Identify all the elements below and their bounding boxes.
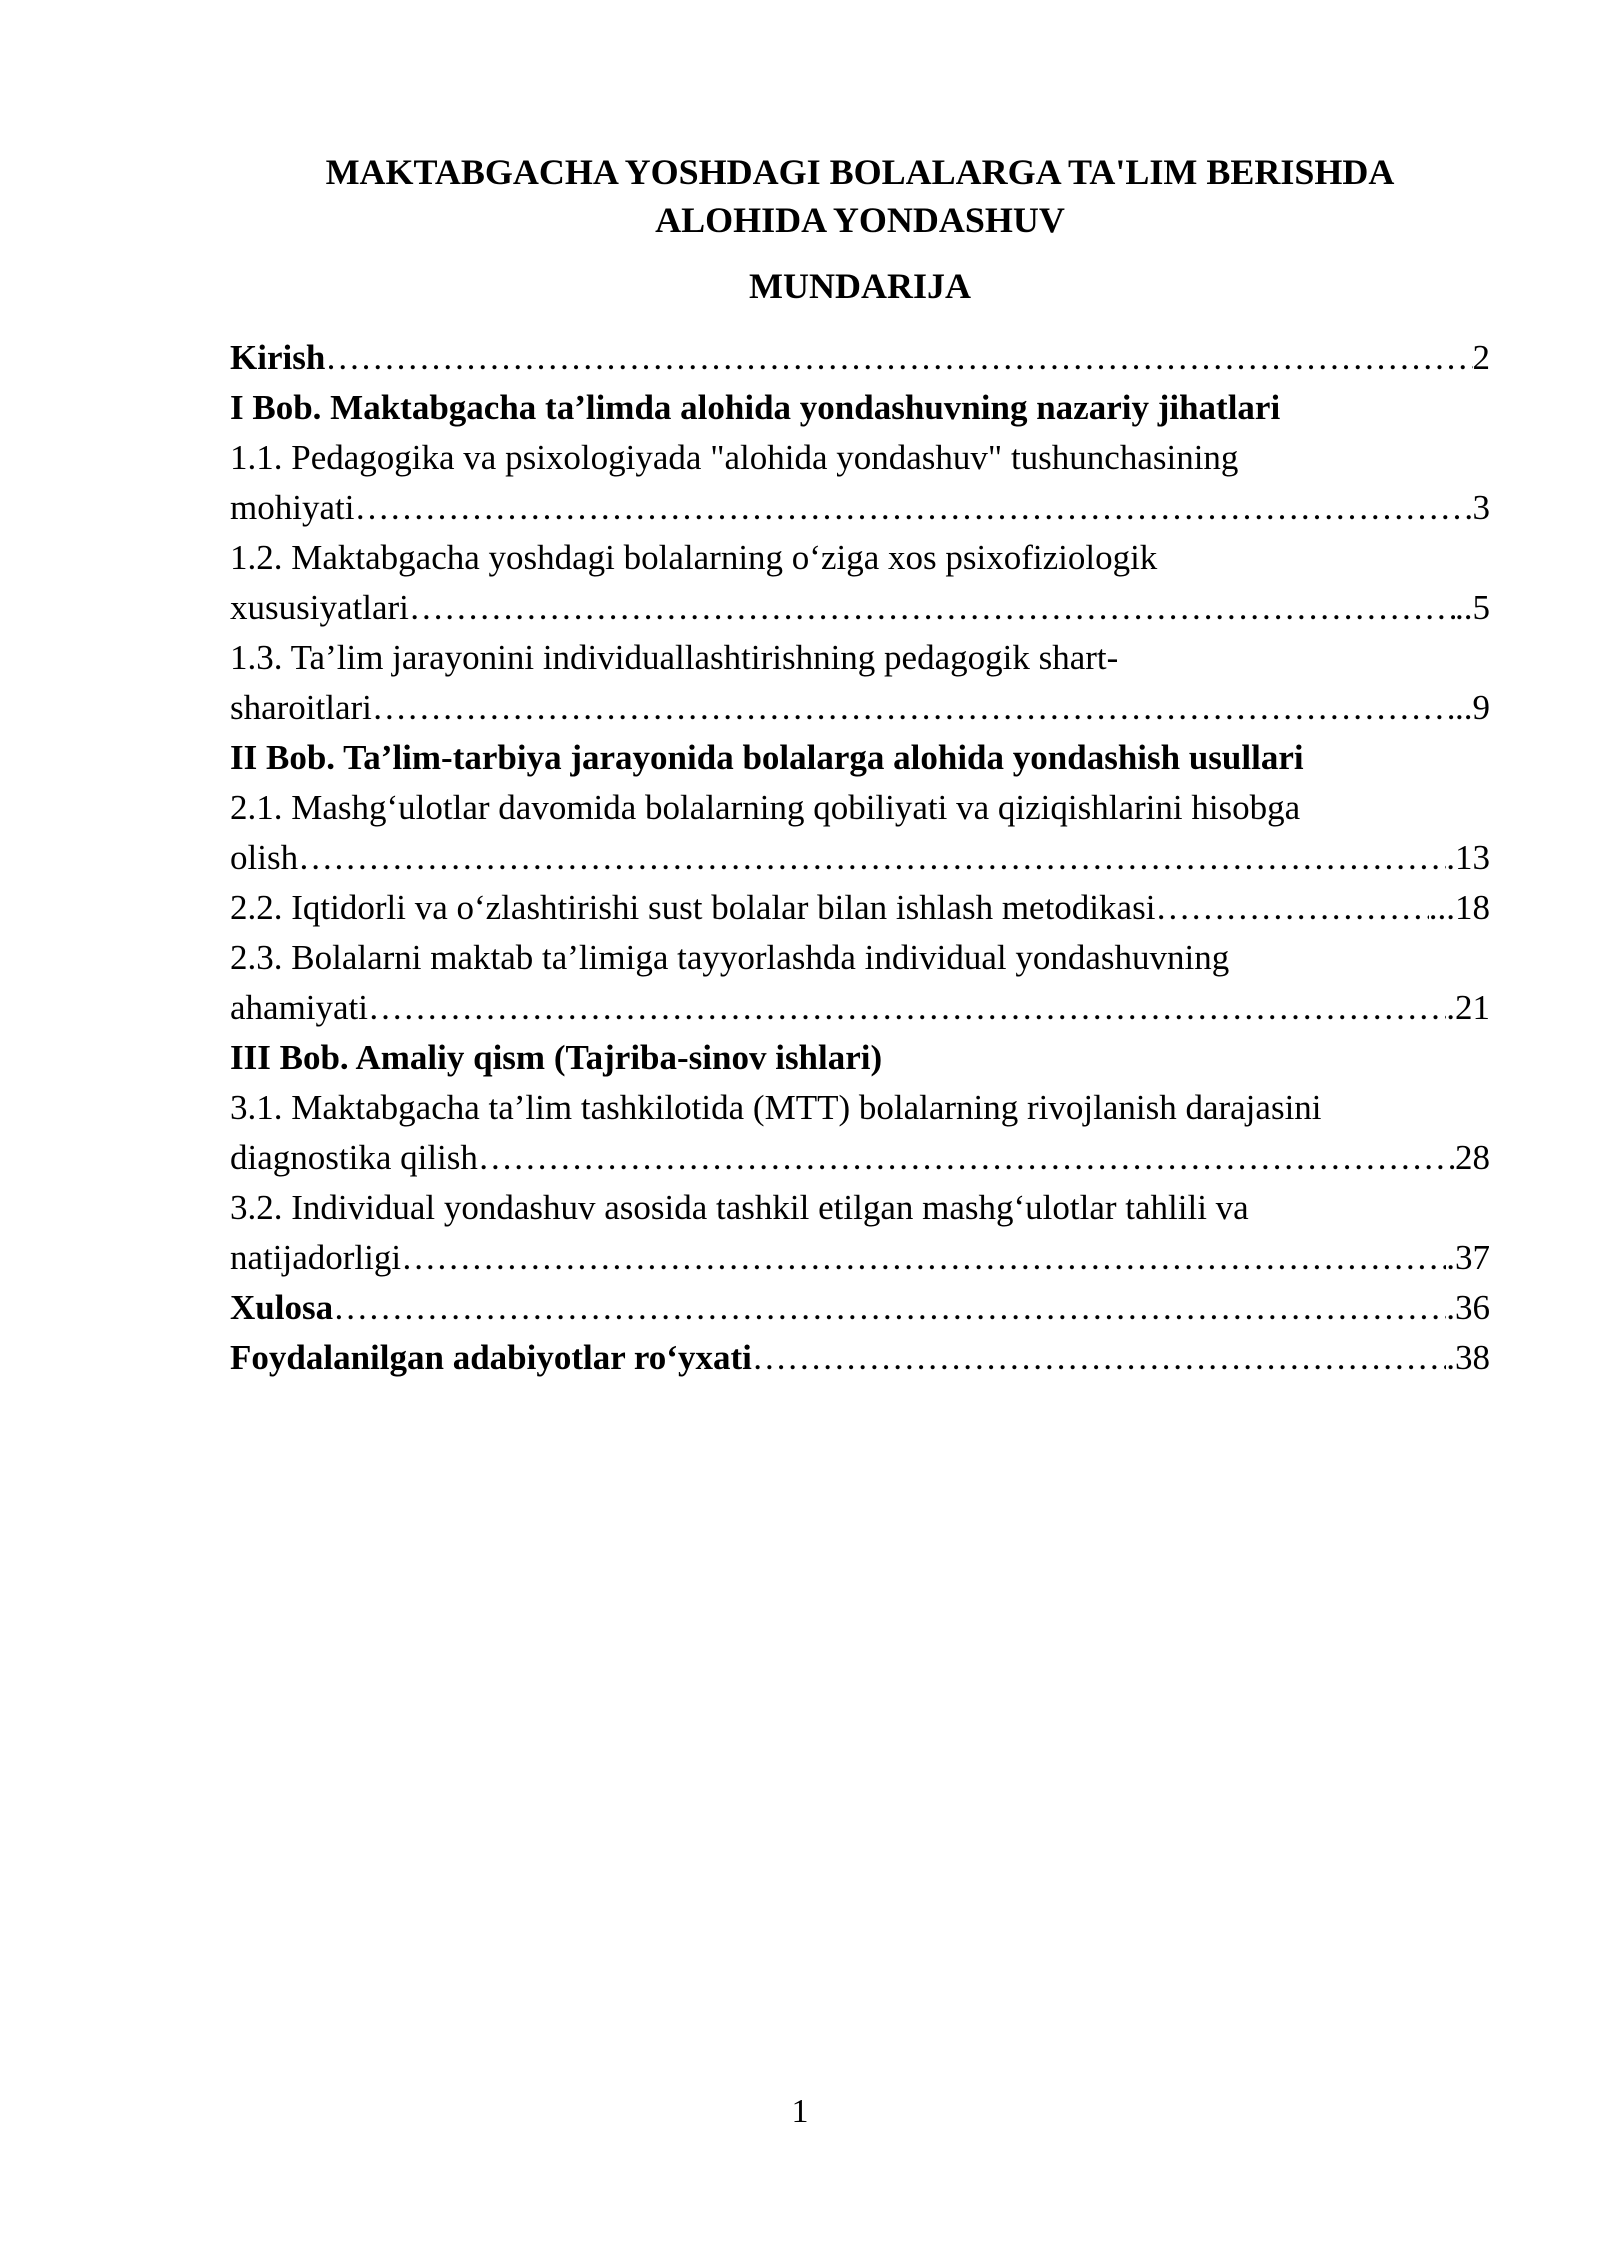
toc-line — [230, 783, 1490, 833]
toc-line — [230, 1033, 1490, 1083]
toc-entry-text: 2.1. Mashg‘ulotlar davomida bolalarning qobiliyati va qiziqishlarini hisobga — [230, 788, 1301, 827]
toc-entry-text: xususiyatlari — [230, 588, 409, 627]
toc-line — [230, 733, 1490, 783]
toc-line — [230, 383, 1490, 433]
toc-page-number: ...18 — [1428, 888, 1490, 927]
toc-leader-dots — [354, 483, 1472, 533]
toc-page-number: 3 — [1472, 488, 1490, 527]
toc-entry — [230, 1133, 1490, 1183]
title-line-2: ALOHIDA YONDASHUV — [655, 200, 1065, 240]
toc-leader-dots — [1155, 883, 1428, 933]
toc-page-number: .21 — [1446, 988, 1490, 1027]
toc-page-number: .38 — [1446, 1338, 1490, 1377]
document-title — [200, 148, 1520, 244]
toc-entry — [230, 883, 1490, 933]
table-of-contents — [230, 333, 1490, 1383]
toc-line — [230, 633, 1490, 683]
page-number: 1 — [791, 2093, 809, 2130]
toc-entry-text: II Bob. Ta’lim-tarbiya jarayonida bolalarga alohida yondashish usullari — [230, 738, 1304, 777]
toc-entry — [230, 333, 1490, 383]
toc-line — [230, 1083, 1490, 1133]
toc-entry — [230, 1333, 1490, 1383]
toc-line — [230, 533, 1490, 583]
toc-line — [230, 1183, 1490, 1233]
toc-entry-text: 1.1. Pedagogika va psixologiyada "alohida yondashuv" tushunchasining — [230, 438, 1239, 477]
toc-entry-text: Xulosa — [230, 1288, 334, 1327]
toc-page-number: .36 — [1446, 1288, 1490, 1327]
toc-entry-text: III Bob. Amaliy qism (Tajriba-sinov ishlari) — [230, 1038, 883, 1077]
toc-entry — [230, 1233, 1490, 1283]
toc-entry-text: 1.3. Ta’lim jarayonini individuallashtirishning pedagogik shart- — [230, 638, 1119, 677]
toc-entry — [230, 583, 1490, 633]
toc-entry — [230, 983, 1490, 1033]
toc-entry-text: 2.3. Bolalarni maktab ta’limiga tayyorlashda individual yondashuvning — [230, 938, 1230, 977]
toc-line — [230, 433, 1490, 483]
toc-entry-text: 1.2. Maktabgacha yoshdagi bolalarning o‘ziga xos psixofiziologik — [230, 538, 1158, 577]
toc-leader-dots — [478, 1133, 1455, 1183]
toc-entry — [230, 483, 1490, 533]
toc-page-number: ..9 — [1455, 688, 1490, 727]
toc-page-number: 28 — [1455, 1138, 1490, 1177]
toc-entry-text: 2.2. Iqtidorli va o‘zlashtirishi sust bolalar bilan ishlash metodikasi — [230, 888, 1156, 927]
toc-page-number: ..5 — [1455, 588, 1490, 627]
toc-leader-dots — [298, 833, 1446, 883]
toc-leader-dots — [368, 983, 1446, 1033]
toc-entry-text: olish — [230, 838, 299, 877]
toc-entry-text: diagnostika qilish — [230, 1138, 478, 1177]
toc-entry-text: mohiyati — [230, 488, 355, 527]
toc-entry-text: 3.2. Individual yondashuv asosida tashkil etilgan mashg‘ulotlar tahlili va — [230, 1188, 1249, 1227]
toc-leader-dots — [409, 583, 1455, 633]
toc-leader-dots — [401, 1233, 1446, 1283]
toc-page-number: .13 — [1446, 838, 1490, 877]
toc-leader-dots — [372, 683, 1455, 733]
toc-entry-text: sharoitlari — [230, 688, 372, 727]
toc-leader-dots — [325, 333, 1472, 383]
toc-leader-dots — [752, 1333, 1446, 1383]
toc-leader-dots — [333, 1283, 1446, 1333]
toc-entry — [230, 1283, 1490, 1333]
toc-heading: MUNDARIJA — [749, 266, 971, 306]
toc-page-number: .37 — [1446, 1238, 1490, 1277]
toc-entry-text: I Bob. Maktabgacha ta’limda alohida yondashuvning nazariy jihatlari — [230, 388, 1281, 427]
title-line-1: MAKTABGACHA YOSHDAGI BOLALARGA TA'LIM BERISHDA — [325, 152, 1395, 192]
toc-page-number: 2 — [1472, 338, 1490, 377]
toc-entry-text: 3.1. Maktabgacha ta’lim tashkilotida (MTT) bolalarning rivojlanish darajasini — [230, 1088, 1322, 1127]
toc-entry — [230, 833, 1490, 883]
toc-line — [230, 933, 1490, 983]
toc-entry-text: Foydalanilgan adabiyotlar ro‘yxati — [230, 1338, 752, 1377]
toc-entry-text: Kirish — [230, 338, 326, 377]
toc-entry-text: natijadorligi — [230, 1238, 402, 1277]
toc-entry — [230, 683, 1490, 733]
toc-entry-text: ahamiyati — [230, 988, 369, 1027]
